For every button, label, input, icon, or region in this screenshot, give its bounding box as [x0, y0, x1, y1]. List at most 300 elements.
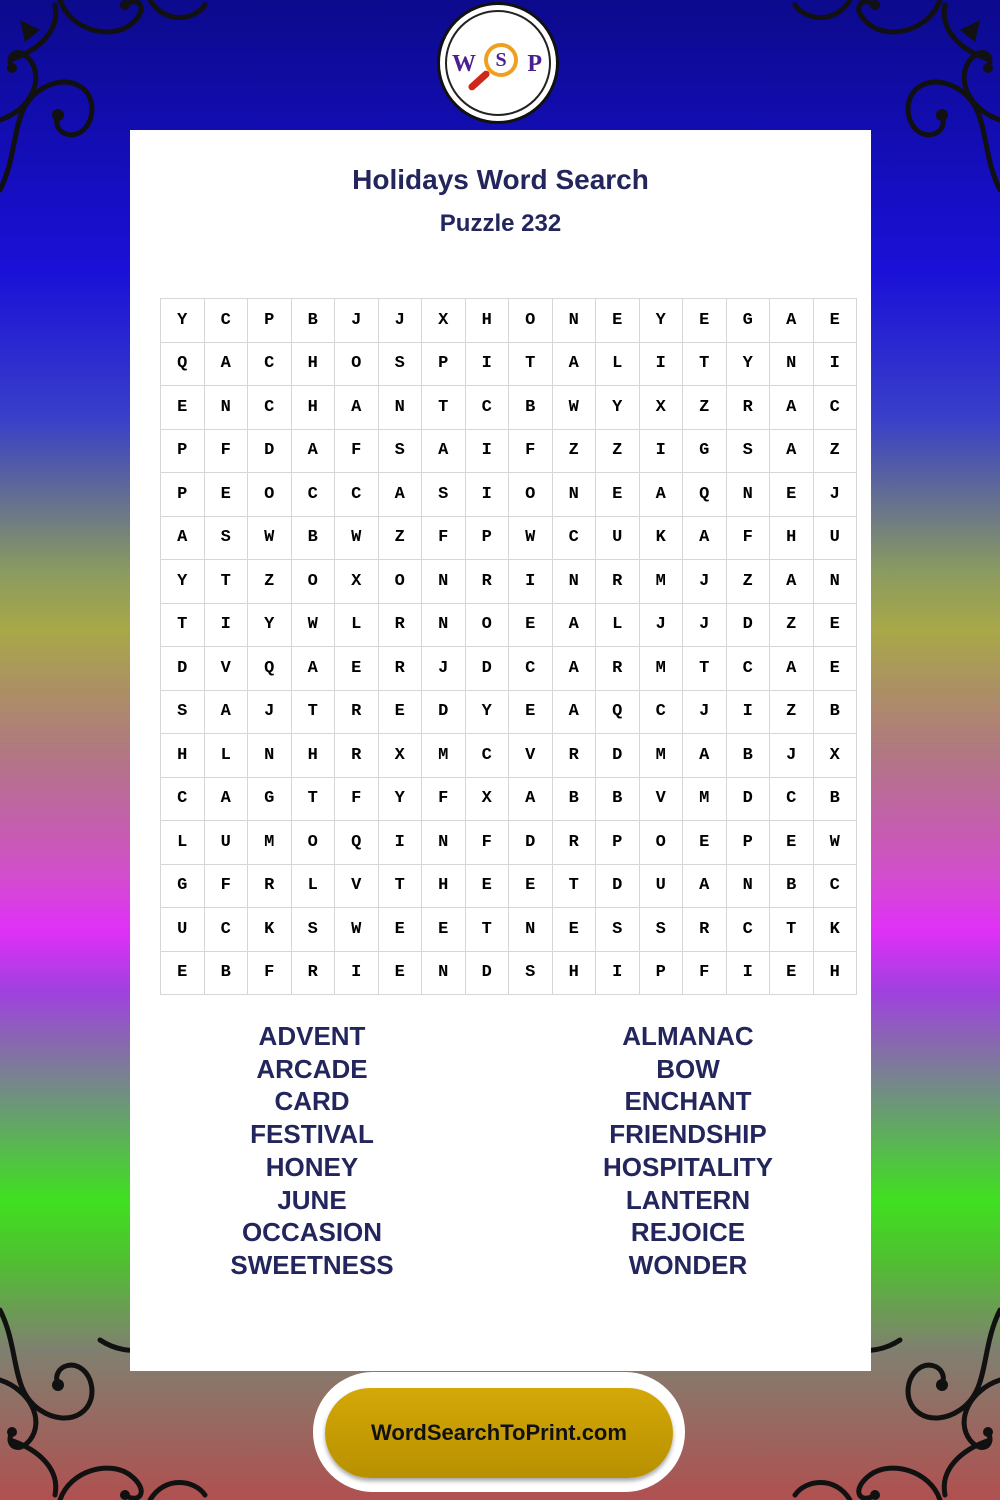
grid-cell[interactable]: X	[422, 299, 466, 343]
grid-cell[interactable]: Q	[248, 647, 292, 691]
grid-cell[interactable]: F	[422, 777, 466, 821]
grid-cell[interactable]: R	[596, 647, 640, 691]
grid-cell[interactable]: O	[335, 342, 379, 386]
grid-cell[interactable]: N	[813, 560, 857, 604]
grid-cell[interactable]: J	[335, 299, 379, 343]
grid-cell[interactable]: Q	[161, 342, 205, 386]
grid-cell[interactable]: V	[509, 734, 553, 778]
grid-cell[interactable]: D	[596, 734, 640, 778]
grid-cell[interactable]: T	[291, 690, 335, 734]
grid-cell[interactable]: E	[378, 908, 422, 952]
word-list-item: WONDER	[628, 1249, 748, 1280]
grid-cell[interactable]: J	[683, 560, 727, 604]
grid-cell[interactable]: N	[509, 908, 553, 952]
grid-cell[interactable]: W	[335, 908, 379, 952]
grid-cell[interactable]: P	[465, 516, 509, 560]
grid-cell[interactable]: R	[726, 386, 770, 430]
word-list-item: LANTERN	[625, 1184, 751, 1215]
grid-cell[interactable]: A	[291, 429, 335, 473]
grid-cell[interactable]: B	[509, 386, 553, 430]
grid-cell[interactable]: T	[683, 342, 727, 386]
grid-cell[interactable]: E	[813, 647, 857, 691]
grid-cell[interactable]: I	[813, 342, 857, 386]
grid-cell[interactable]: E	[770, 473, 814, 517]
grid-row	[161, 647, 857, 691]
grid-cell[interactable]: D	[161, 647, 205, 691]
grid-cell[interactable]: X	[335, 560, 379, 604]
grid-cell[interactable]: O	[378, 560, 422, 604]
grid-cell[interactable]: Z	[552, 429, 596, 473]
grid-cell[interactable]: X	[378, 734, 422, 778]
grid-cell[interactable]: D	[465, 951, 509, 995]
grid-cell[interactable]: C	[248, 386, 292, 430]
grid-cell[interactable]: A	[770, 386, 814, 430]
grid-cell[interactable]: C	[552, 516, 596, 560]
grid-cell[interactable]: Y	[378, 777, 422, 821]
grid-cell[interactable]: T	[683, 647, 727, 691]
grid-cell[interactable]: B	[770, 864, 814, 908]
grid-cell[interactable]: S	[291, 908, 335, 952]
grid-cell[interactable]: I	[726, 951, 770, 995]
grid-cell[interactable]: W	[552, 386, 596, 430]
grid-cell[interactable]: N	[552, 560, 596, 604]
grid-cell[interactable]: P	[161, 473, 205, 517]
grid-cell[interactable]: Y	[639, 299, 683, 343]
grid-cell[interactable]: T	[378, 864, 422, 908]
grid-cell[interactable]: A	[378, 473, 422, 517]
grid-cell[interactable]: R	[335, 690, 379, 734]
grid-row	[161, 386, 857, 430]
grid-cell[interactable]: J	[683, 603, 727, 647]
grid-cell[interactable]: E	[596, 299, 640, 343]
grid-cell[interactable]: A	[770, 647, 814, 691]
word-list-right	[538, 1020, 838, 1282]
grid-cell[interactable]: O	[509, 299, 553, 343]
grid-cell[interactable]: Z	[770, 603, 814, 647]
word-list-item: ENCHANT	[624, 1086, 752, 1117]
grid-cell[interactable]: V	[639, 777, 683, 821]
grid-cell[interactable]: G	[683, 429, 727, 473]
footer-badge	[313, 1372, 685, 1492]
word-list-item: HONEY	[265, 1151, 359, 1182]
grid-cell[interactable]: O	[248, 473, 292, 517]
grid-cell[interactable]: O	[291, 821, 335, 865]
grid-cell[interactable]: H	[291, 342, 335, 386]
grid-cell[interactable]: C	[291, 473, 335, 517]
word-list-left	[162, 1020, 462, 1282]
grid-row	[161, 299, 857, 343]
grid-cell[interactable]: A	[552, 690, 596, 734]
grid-cell[interactable]: K	[248, 908, 292, 952]
grid-cell[interactable]: N	[552, 299, 596, 343]
grid-cell[interactable]: L	[596, 342, 640, 386]
grid-cell[interactable]: U	[813, 516, 857, 560]
grid-cell[interactable]: Z	[683, 386, 727, 430]
grid-cell[interactable]: B	[813, 690, 857, 734]
grid-cell[interactable]: L	[204, 734, 248, 778]
grid-cell[interactable]: E	[770, 951, 814, 995]
grid-row	[161, 777, 857, 821]
grid-cell[interactable]: R	[291, 951, 335, 995]
word-list-item: FRIENDSHIP	[609, 1119, 767, 1150]
grid-cell[interactable]: I	[465, 429, 509, 473]
grid-cell[interactable]: B	[204, 951, 248, 995]
grid-cell[interactable]: W	[248, 516, 292, 560]
grid-cell[interactable]: E	[509, 690, 553, 734]
grid-cell[interactable]: S	[596, 908, 640, 952]
grid-cell[interactable]: N	[552, 473, 596, 517]
grid-cell[interactable]: C	[465, 386, 509, 430]
grid-row	[161, 951, 857, 995]
grid-cell[interactable]: E	[509, 864, 553, 908]
grid-cell[interactable]: Y	[161, 299, 205, 343]
wsp-logo	[437, 2, 559, 124]
grid-cell[interactable]: U	[596, 516, 640, 560]
grid-cell[interactable]: C	[335, 473, 379, 517]
grid-cell[interactable]: L	[596, 603, 640, 647]
grid-cell[interactable]: D	[422, 690, 466, 734]
grid-cell[interactable]: E	[378, 951, 422, 995]
grid-cell[interactable]: E	[770, 821, 814, 865]
grid-cell[interactable]: Z	[596, 429, 640, 473]
grid-cell[interactable]: A	[683, 516, 727, 560]
grid-row	[161, 473, 857, 517]
grid-cell[interactable]: E	[683, 821, 727, 865]
grid-cell[interactable]: N	[770, 342, 814, 386]
grid-cell[interactable]: D	[248, 429, 292, 473]
grid-cell[interactable]: Y	[726, 342, 770, 386]
grid-cell[interactable]: F	[509, 429, 553, 473]
logo-letter-p: P	[527, 51, 542, 77]
grid-cell[interactable]: C	[726, 908, 770, 952]
grid-cell[interactable]: R	[552, 734, 596, 778]
grid-cell[interactable]: A	[204, 690, 248, 734]
grid-cell[interactable]: M	[422, 734, 466, 778]
grid-cell[interactable]: O	[291, 560, 335, 604]
grid-cell[interactable]: X	[813, 734, 857, 778]
grid-cell[interactable]: E	[813, 299, 857, 343]
grid-cell[interactable]: A	[335, 386, 379, 430]
grid-cell[interactable]: P	[422, 342, 466, 386]
grid-row	[161, 560, 857, 604]
grid-cell[interactable]: E	[683, 299, 727, 343]
grid-cell[interactable]: D	[465, 647, 509, 691]
grid-cell[interactable]: C	[639, 690, 683, 734]
grid-cell[interactable]: J	[248, 690, 292, 734]
grid-cell[interactable]: R	[335, 734, 379, 778]
grid-cell[interactable]: Y	[596, 386, 640, 430]
grid-cell[interactable]: D	[596, 864, 640, 908]
grid-cell[interactable]: E	[378, 690, 422, 734]
grid-cell[interactable]: F	[422, 516, 466, 560]
grid-cell[interactable]: S	[161, 690, 205, 734]
grid-cell[interactable]: H	[552, 951, 596, 995]
grid-cell[interactable]: M	[639, 647, 683, 691]
grid-cell[interactable]: A	[509, 777, 553, 821]
grid-cell[interactable]: A	[770, 560, 814, 604]
grid-cell[interactable]: C	[248, 342, 292, 386]
grid-cell[interactable]: P	[596, 821, 640, 865]
grid-cell[interactable]: C	[813, 864, 857, 908]
grid-cell[interactable]: F	[335, 777, 379, 821]
grid-cell[interactable]: R	[683, 908, 727, 952]
grid-cell[interactable]: M	[683, 777, 727, 821]
grid-cell[interactable]: W	[335, 516, 379, 560]
grid-cell[interactable]: J	[813, 473, 857, 517]
grid-cell[interactable]: B	[813, 777, 857, 821]
grid-cell[interactable]: C	[813, 386, 857, 430]
grid-cell[interactable]: B	[596, 777, 640, 821]
grid-cell[interactable]: M	[639, 560, 683, 604]
grid-cell[interactable]: I	[726, 690, 770, 734]
grid-cell[interactable]: I	[465, 473, 509, 517]
grid-cell[interactable]: T	[291, 777, 335, 821]
grid-cell[interactable]: F	[248, 951, 292, 995]
grid-cell[interactable]: E	[552, 908, 596, 952]
grid-cell[interactable]: B	[291, 516, 335, 560]
grid-cell[interactable]: N	[378, 386, 422, 430]
grid-cell[interactable]: T	[204, 560, 248, 604]
grid-cell[interactable]: Y	[465, 690, 509, 734]
grid-cell[interactable]: F	[335, 429, 379, 473]
grid-cell[interactable]: W	[509, 516, 553, 560]
grid-cell[interactable]: N	[422, 951, 466, 995]
grid-cell[interactable]: I	[639, 429, 683, 473]
grid-cell[interactable]: Z	[248, 560, 292, 604]
grid-cell[interactable]: H	[161, 734, 205, 778]
word-list-item: JUNE	[277, 1184, 347, 1215]
grid-cell[interactable]: T	[552, 864, 596, 908]
grid-cell[interactable]: Z	[813, 429, 857, 473]
grid-cell[interactable]: R	[248, 864, 292, 908]
grid-cell[interactable]: I	[465, 342, 509, 386]
grid-cell[interactable]: V	[204, 647, 248, 691]
grid-cell[interactable]: A	[770, 429, 814, 473]
grid-cell[interactable]: N	[248, 734, 292, 778]
grid-cell[interactable]: A	[204, 342, 248, 386]
grid-row	[161, 908, 857, 952]
grid-cell[interactable]: A	[552, 342, 596, 386]
grid-cell[interactable]: E	[204, 473, 248, 517]
grid-cell[interactable]: V	[335, 864, 379, 908]
grid-cell[interactable]: E	[422, 908, 466, 952]
grid-cell[interactable]: C	[204, 908, 248, 952]
grid-cell[interactable]: A	[204, 777, 248, 821]
letter-grid	[160, 298, 857, 995]
grid-cell[interactable]: E	[465, 864, 509, 908]
grid-cell[interactable]: A	[552, 647, 596, 691]
grid-cell[interactable]: I	[204, 603, 248, 647]
grid-row	[161, 690, 857, 734]
grid-row	[161, 429, 857, 473]
grid-cell[interactable]: B	[726, 734, 770, 778]
grid-cell[interactable]: J	[639, 603, 683, 647]
grid-cell[interactable]: P	[161, 429, 205, 473]
grid-cell[interactable]: A	[683, 734, 727, 778]
grid-cell[interactable]: R	[552, 821, 596, 865]
grid-cell[interactable]: E	[161, 951, 205, 995]
grid-cell[interactable]: F	[465, 821, 509, 865]
grid-cell[interactable]: B	[291, 299, 335, 343]
grid-cell[interactable]: C	[509, 647, 553, 691]
grid-cell[interactable]: C	[726, 647, 770, 691]
grid-row	[161, 821, 857, 865]
grid-cell[interactable]: K	[639, 516, 683, 560]
grid-row	[161, 864, 857, 908]
grid-cell[interactable]: S	[378, 342, 422, 386]
grid-cell[interactable]: F	[204, 864, 248, 908]
grid-cell[interactable]: N	[422, 603, 466, 647]
grid-cell[interactable]: J	[770, 734, 814, 778]
grid-cell[interactable]: U	[204, 821, 248, 865]
grid-cell[interactable]: O	[639, 821, 683, 865]
grid-cell[interactable]: O	[465, 603, 509, 647]
grid-cell[interactable]: J	[683, 690, 727, 734]
site-link[interactable]: WordSearchToPrint.com	[325, 1388, 673, 1478]
grid-cell[interactable]: T	[422, 386, 466, 430]
puzzle-card	[130, 130, 871, 1371]
grid-cell[interactable]: H	[813, 951, 857, 995]
grid-cell[interactable]: L	[335, 603, 379, 647]
grid-cell[interactable]: L	[291, 864, 335, 908]
grid-cell[interactable]: I	[335, 951, 379, 995]
grid-cell[interactable]: N	[422, 821, 466, 865]
grid-cell[interactable]: G	[726, 299, 770, 343]
grid-cell[interactable]: G	[248, 777, 292, 821]
grid-cell[interactable]: B	[552, 777, 596, 821]
word-list-item: BOW	[656, 1053, 720, 1084]
grid-cell[interactable]: Z	[770, 690, 814, 734]
grid-cell[interactable]: R	[596, 560, 640, 604]
grid-cell[interactable]: T	[465, 908, 509, 952]
word-list-item: CARD	[274, 1086, 350, 1117]
grid-cell[interactable]: L	[161, 821, 205, 865]
grid-cell[interactable]: R	[378, 603, 422, 647]
grid-cell[interactable]: W	[813, 821, 857, 865]
grid-cell[interactable]: R	[378, 647, 422, 691]
grid-cell[interactable]: D	[726, 777, 770, 821]
grid-row	[161, 342, 857, 386]
grid-cell[interactable]: Q	[683, 473, 727, 517]
grid-cell[interactable]: A	[552, 603, 596, 647]
grid-cell[interactable]: H	[291, 386, 335, 430]
word-list-item: SWEETNESS	[230, 1249, 394, 1280]
grid-cell[interactable]: A	[422, 429, 466, 473]
grid-row	[161, 603, 857, 647]
grid-cell[interactable]: P	[248, 299, 292, 343]
grid-cell[interactable]: I	[509, 560, 553, 604]
grid-cell[interactable]: T	[770, 908, 814, 952]
word-list-item: ALMANAC	[622, 1021, 754, 1051]
grid-cell[interactable]: S	[509, 951, 553, 995]
grid-cell[interactable]: D	[509, 821, 553, 865]
word-list-item: FESTIVAL	[250, 1119, 374, 1150]
grid-cell[interactable]: A	[683, 864, 727, 908]
grid-cell[interactable]: F	[683, 951, 727, 995]
grid-cell[interactable]: I	[378, 821, 422, 865]
word-list-item: ARCADE	[256, 1053, 368, 1084]
grid-cell[interactable]: Q	[596, 690, 640, 734]
grid-cell[interactable]: W	[291, 603, 335, 647]
page-title: Holidays Word Search	[352, 164, 649, 195]
grid-cell[interactable]: E	[335, 647, 379, 691]
grid-cell[interactable]: J	[422, 647, 466, 691]
grid-cell[interactable]: S	[422, 473, 466, 517]
grid-cell[interactable]: A	[639, 473, 683, 517]
logo-letter-w: W	[452, 51, 476, 77]
grid-cell[interactable]: N	[422, 560, 466, 604]
grid-cell[interactable]: N	[726, 864, 770, 908]
word-list-item: HOSPITALITY	[603, 1151, 773, 1182]
grid-cell[interactable]: K	[813, 908, 857, 952]
grid-cell[interactable]: A	[291, 647, 335, 691]
grid-cell[interactable]: I	[596, 951, 640, 995]
grid-cell[interactable]: Q	[335, 821, 379, 865]
grid-cell[interactable]: A	[770, 299, 814, 343]
grid-cell[interactable]: E	[161, 386, 205, 430]
grid-cell[interactable]: J	[378, 299, 422, 343]
grid-cell[interactable]: H	[465, 299, 509, 343]
grid-cell[interactable]: U	[639, 864, 683, 908]
grid-cell[interactable]: Z	[378, 516, 422, 560]
grid-cell[interactable]: H	[291, 734, 335, 778]
grid-cell[interactable]: H	[422, 864, 466, 908]
grid-cell[interactable]: Y	[161, 560, 205, 604]
grid-cell[interactable]: N	[726, 473, 770, 517]
grid-cell[interactable]: C	[161, 777, 205, 821]
word-list-item: OCCASION	[241, 1217, 383, 1248]
grid-cell[interactable]: I	[639, 342, 683, 386]
magnifier-icon: S	[484, 43, 518, 77]
grid-cell[interactable]: U	[161, 908, 205, 952]
grid-row	[161, 734, 857, 778]
grid-cell[interactable]: S	[726, 429, 770, 473]
grid-cell[interactable]: P	[726, 821, 770, 865]
grid-cell[interactable]: R	[465, 560, 509, 604]
grid-cell[interactable]: G	[161, 864, 205, 908]
word-list-item: REJOICE	[630, 1217, 746, 1248]
grid-cell[interactable]: T	[161, 603, 205, 647]
grid-cell[interactable]: O	[509, 473, 553, 517]
grid-cell[interactable]: S	[204, 516, 248, 560]
grid-cell[interactable]: H	[770, 516, 814, 560]
grid-cell[interactable]: Y	[248, 603, 292, 647]
grid-cell[interactable]: C	[204, 299, 248, 343]
grid-cell[interactable]: E	[813, 603, 857, 647]
grid-cell[interactable]: S	[378, 429, 422, 473]
grid-cell[interactable]: X	[465, 777, 509, 821]
grid-cell[interactable]: N	[204, 386, 248, 430]
grid-cell[interactable]: X	[639, 386, 683, 430]
grid-cell[interactable]: F	[726, 516, 770, 560]
grid-cell[interactable]: S	[639, 908, 683, 952]
grid-cell[interactable]: C	[465, 734, 509, 778]
grid-cell[interactable]: E	[509, 603, 553, 647]
grid-row	[161, 516, 857, 560]
grid-cell[interactable]: Z	[726, 560, 770, 604]
puzzle-number: Puzzle 232	[439, 210, 562, 237]
grid-cell[interactable]: F	[204, 429, 248, 473]
grid-cell[interactable]: A	[161, 516, 205, 560]
grid-cell[interactable]: T	[509, 342, 553, 386]
grid-cell[interactable]: M	[639, 734, 683, 778]
grid-cell[interactable]: C	[770, 777, 814, 821]
grid-cell[interactable]: E	[596, 473, 640, 517]
word-list-item: ADVENT	[258, 1021, 366, 1051]
grid-cell[interactable]: P	[639, 951, 683, 995]
grid-cell[interactable]: M	[248, 821, 292, 865]
grid-cell[interactable]: D	[726, 603, 770, 647]
